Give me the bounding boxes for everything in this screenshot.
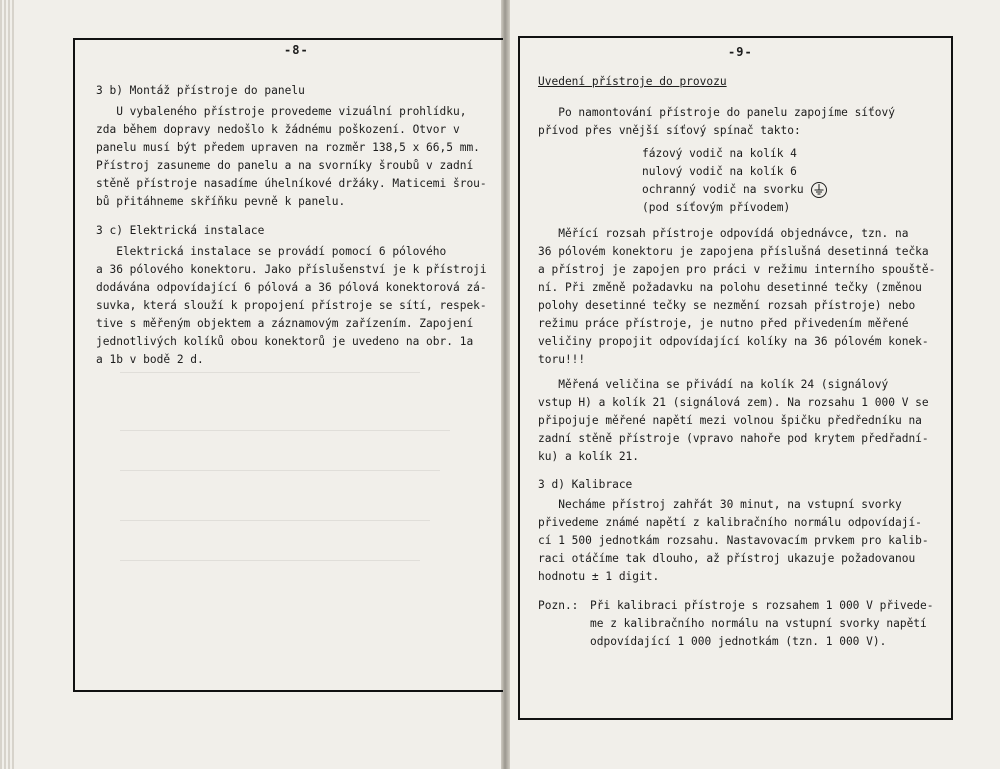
wiring-line: (pod síťovým přívodem) [642, 201, 791, 214]
note-label: Pozn.: [538, 599, 579, 612]
page-heading: Uvedení přístroje do provozu [538, 75, 727, 88]
section-b-line: stěně přístroje nasadíme úhelníkové držáky. Maticemi šrou- [96, 177, 487, 190]
calibration-line: přivedeme známé napětí z kalibračního normálu odpovídají- [538, 516, 922, 529]
calibration-line: hodnotu ± 1 digit. [538, 570, 660, 583]
input-line: vstup H) a kolík 21 (signálová zem). Na rozsahu 1 000 V se [538, 396, 929, 409]
section-c-line: jednotlivých kolíků obou konektorů je uvedeno na obr. 1a [96, 335, 474, 348]
section-c-line: dodávána odpovídající 6 pólová a 36 pólová konektorová zá- [96, 281, 487, 294]
section-b-line: zda během dopravy nedošlo k žádnému poškození. Otvor v [96, 123, 460, 136]
range-line: a přístroj je zapojen pro práci v režimu interního spouště- [538, 263, 936, 276]
page-number-left: -8- [284, 43, 309, 57]
input-line: Měřená veličina se přivádí na kolík 24 (signálový [538, 378, 889, 391]
intro-line: přívod přes vnější síťový spínač takto: [538, 124, 801, 137]
section-b-line: panelu musí být předem upraven na rozměr 138,5 x 66,5 mm. [96, 141, 480, 154]
input-line: připojuje měřené napětí mezi volnou špičku předředníku na [538, 414, 922, 427]
section-c-line: tive s měřeným objektem a záznamovým zařízením. Zapojení [96, 317, 474, 330]
range-line: veličiny propojit odpovídající kolíky na 36 pólovém konek- [538, 335, 929, 348]
page-number-right: -9- [728, 45, 753, 59]
intro-line: Po namontování přístroje do panelu zapojíme síťový [538, 106, 895, 119]
range-line: 36 pólovém konektoru je zapojena příslušná desetinná tečka [538, 245, 929, 258]
section-d-heading: 3 d) Kalibrace [538, 478, 633, 491]
section-b-line: bů přitáhneme skříňku pevně k panelu. [96, 195, 346, 208]
section-c-line: a 36 pólového konektoru. Jako příslušenství je k přístroji [96, 263, 487, 276]
section-c-line: suvka, která slouží k propojení přístroje se sítí, respek- [96, 299, 487, 312]
input-line: zadní stěně přístroje (vpravo nahoře pod krytem předřadní- [538, 432, 929, 445]
range-line: režimu práce přístroje, je nutno před přivedením měřené [538, 317, 909, 330]
section-b-line: Přístroj zasuneme do panelu a na svorníky šroubů v zadní [96, 159, 474, 172]
note-line: odpovídající 1 000 jednotkám (tzn. 1 000 V). [590, 635, 887, 648]
range-line: ní. Při změně požadavku na polohu desetinné tečky (změnou [538, 281, 922, 294]
range-line: toru!!! [538, 353, 586, 366]
section-c-line: Elektrická instalace se provádí pomocí 6 pólového [96, 245, 447, 258]
range-line: polohy desetinné tečky se nezmění rozsah přístroje) nebo [538, 299, 916, 312]
wiring-line: ochranný vodič na svorku [642, 183, 804, 196]
section-c-heading: 3 c) Elektrická instalace [96, 224, 265, 237]
calibration-line: Necháme přístroj zahřát 30 minut, na vstupní svorky [538, 498, 902, 511]
wiring-line: nulový vodič na kolík 6 [642, 165, 797, 178]
input-line: ku) a kolík 21. [538, 450, 640, 463]
wiring-line: fázový vodič na kolík 4 [642, 147, 797, 160]
section-b-heading: 3 b) Montáž přístroje do panelu [96, 84, 305, 97]
ground-icon [810, 181, 828, 199]
page-stack-edge [0, 0, 16, 769]
calibration-line: cí 1 500 jednotkám rozsahu. Nastavovacím prvkem pro kalib- [538, 534, 929, 547]
note-line: Při kalibraci přístroje s rozsahem 1 000 V přivede- [590, 599, 934, 612]
range-line: Měřící rozsah přístroje odpovídá objednávce, tzn. na [538, 227, 909, 240]
note-line: me z kalibračního normálu na vstupní svorky napětí [590, 617, 927, 630]
calibration-line: raci otáčíme tak dlouho, až přístroj ukazuje požadovanou [538, 552, 916, 565]
section-c-line: a 1b v bodě 2 d. [96, 353, 204, 366]
section-b-line: U vybaleného přístroje provedeme vizuální prohlídku, [96, 105, 467, 118]
